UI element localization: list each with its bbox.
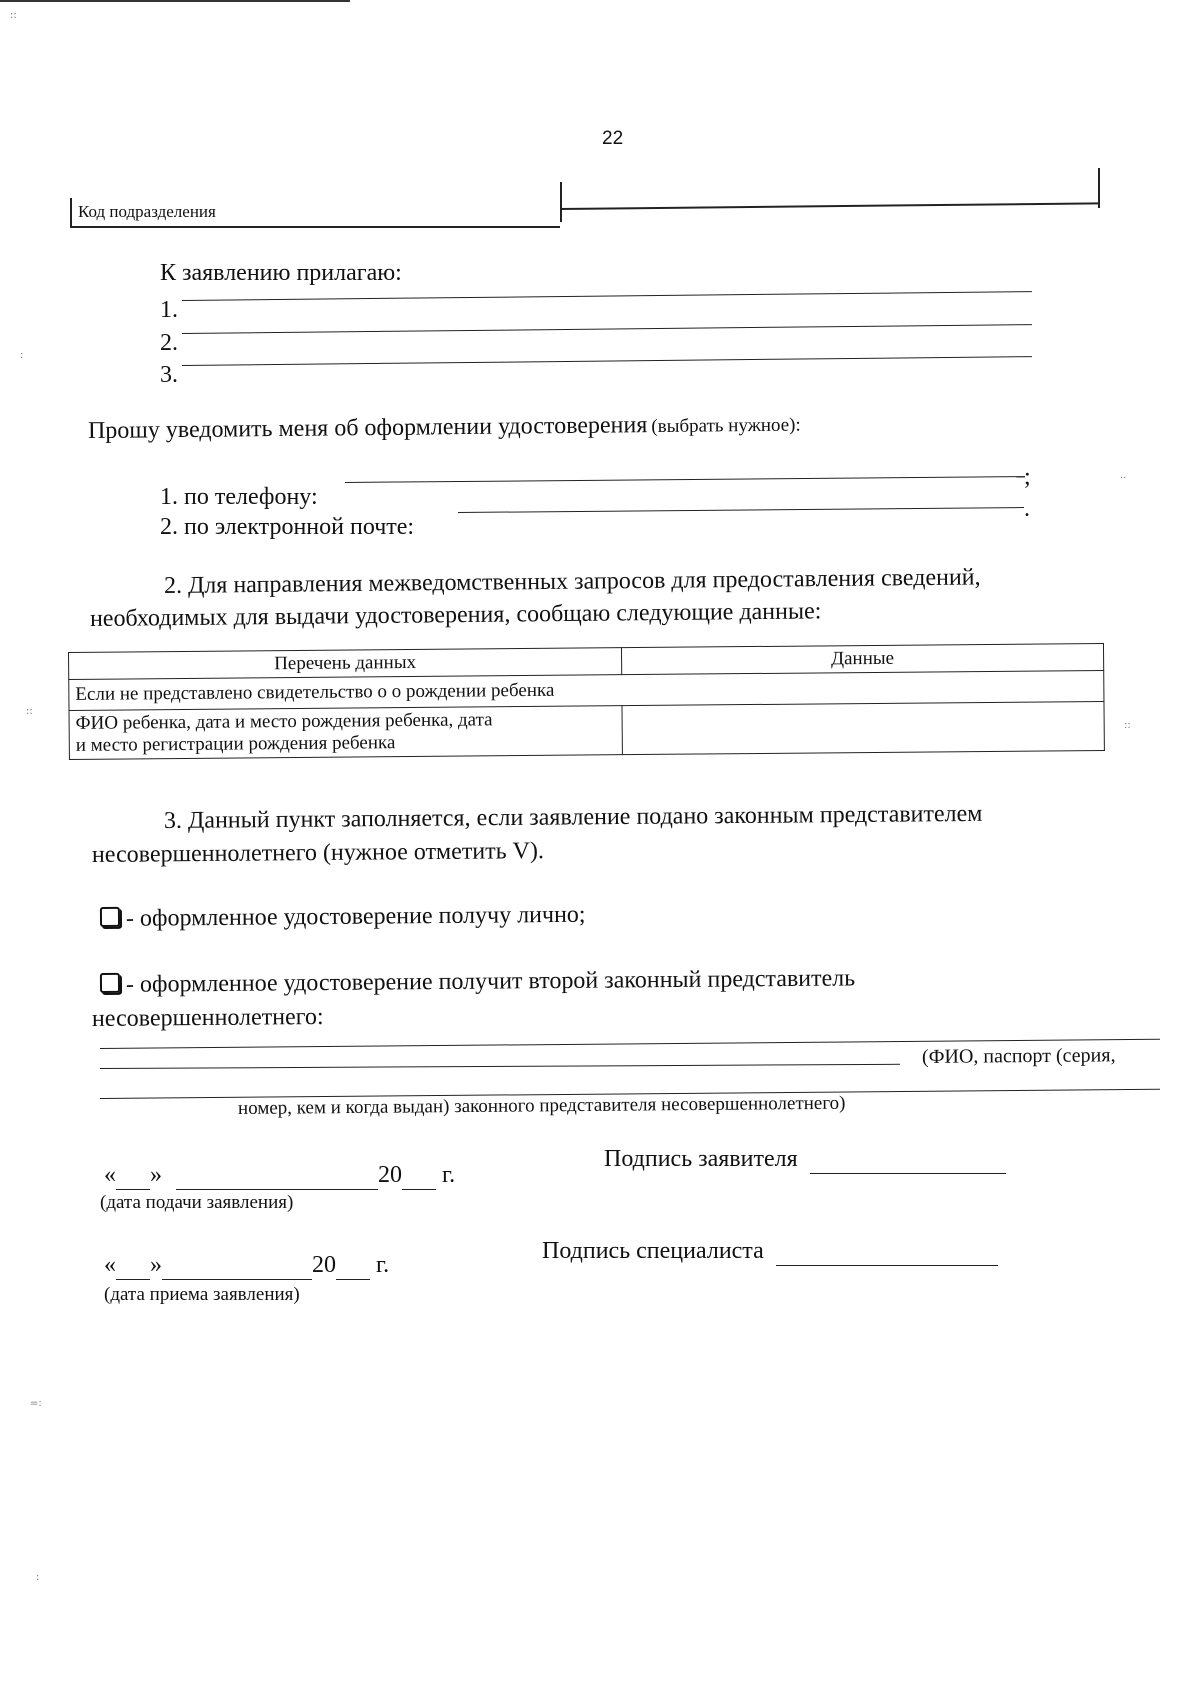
option-personal <box>100 902 586 933</box>
notify-phone-end: ; <box>1024 464 1031 490</box>
accept-date-open-quote: « <box>104 1252 116 1278</box>
attachment-1-number: 1. <box>160 297 178 323</box>
option-personal-checkbox[interactable] <box>100 907 120 927</box>
accept-year-field[interactable] <box>336 1252 370 1280</box>
table-row-label-line1: ФИО ребенка, дата и место рождения ребенка, дата <box>75 709 493 734</box>
option-personal-label: - оформленное удостоверение получу лично; <box>125 901 586 932</box>
accept-date-close-quote: » <box>150 1252 162 1278</box>
department-code-box <box>70 168 1100 228</box>
table-row-label <box>69 706 622 760</box>
scan-speck: : <box>36 1572 40 1583</box>
notify-email-end: . <box>1024 496 1030 522</box>
notify-email-line[interactable] <box>458 507 1024 513</box>
accept-year-prefix: 20 <box>312 1252 336 1278</box>
notify-email-label: 2. по электронной почте: <box>160 514 415 540</box>
attachments-heading: К заявлению прилагаю: <box>160 260 402 286</box>
table-span-row: Если не представлено свидетельство о о рождении ребенка <box>69 670 1104 710</box>
table-header-data: Данные <box>621 643 1103 674</box>
specialist-signature-field[interactable] <box>776 1238 998 1266</box>
scan-speck: : <box>20 350 24 361</box>
attachment-3-number: 3. <box>160 362 178 388</box>
notify-heading <box>88 411 801 445</box>
section3-line1: 3. Данный пункт заполняется, если заявление подано законным представителем <box>163 800 983 834</box>
applicant-signature-label: Подпись заявителя <box>604 1146 798 1172</box>
option-second-representative-label: - оформленное удостоверение получит второй законный представитель <box>125 965 856 998</box>
scan-speck: :: <box>26 706 33 717</box>
accept-date <box>104 1252 389 1280</box>
page-number: 22 <box>602 128 624 149</box>
section2-line1: 2. Для направления межведомственных запросов для предоставления сведений, <box>163 564 981 599</box>
scan-speck: :: <box>1124 720 1131 731</box>
option-second-representative-line2: несовершеннолетнего: <box>91 1003 324 1032</box>
accept-year-suffix: г. <box>376 1252 390 1278</box>
submit-month-field[interactable] <box>176 1162 378 1190</box>
scan-speck: :: <box>10 10 17 21</box>
attachment-2-line[interactable] <box>182 324 1032 334</box>
submit-date-close-quote: » <box>150 1162 162 1188</box>
notify-heading-main: Прошу уведомить меня об оформлении удостоверения <box>87 412 648 444</box>
representative-fio-line2[interactable] <box>100 1064 900 1069</box>
table-row-value[interactable] <box>622 701 1104 754</box>
section3-line2: несовершеннолетнего (нужное отметить V). <box>91 838 545 868</box>
applicant-signature-field[interactable] <box>810 1146 1006 1174</box>
representative-fio-caption2: номер, кем и когда выдан) законного представителя несовершеннолетнего) <box>237 1092 846 1119</box>
section2-line2: необходимых для выдачи удостоверения, сообщаю следующие данные: <box>89 598 822 632</box>
table-row-label-line2: и место регистрации рождения ребенка <box>75 732 396 756</box>
submit-date <box>104 1162 455 1190</box>
specialist-signature <box>542 1238 998 1266</box>
attachment-1-line[interactable] <box>182 291 1032 301</box>
accept-month-field[interactable] <box>162 1252 312 1280</box>
accept-day-field[interactable] <box>116 1252 150 1280</box>
top-edge-rule <box>0 0 350 2</box>
submit-date-open-quote: « <box>104 1162 116 1188</box>
scan-speck: =: <box>30 1398 42 1409</box>
submit-year-suffix: г. <box>442 1162 456 1188</box>
submit-date-caption: (дата подачи заявления) <box>100 1192 294 1213</box>
accept-date-caption: (дата приема заявления) <box>104 1284 300 1305</box>
scan-speck: .. <box>1120 470 1127 481</box>
attachment-2-number: 2. <box>160 330 178 356</box>
attachment-3-line[interactable] <box>182 356 1032 366</box>
specialist-signature-label: Подпись специалиста <box>542 1238 764 1264</box>
notify-phone-label: 1. по телефону: <box>160 484 318 510</box>
department-code-label: Код подразделения <box>78 202 216 221</box>
submit-year-prefix: 20 <box>378 1162 402 1188</box>
notify-phone-line[interactable] <box>345 476 1025 483</box>
data-table <box>68 643 1105 760</box>
option-second-representative <box>100 965 855 999</box>
submit-day-field[interactable] <box>116 1162 150 1190</box>
submit-year-field[interactable] <box>402 1162 436 1190</box>
notify-heading-note: (выбрать нужное): <box>651 414 801 438</box>
option-second-representative-checkbox[interactable] <box>100 973 120 993</box>
representative-fio-caption1: (ФИО, паспорт (серия, <box>921 1044 1116 1068</box>
table-header-list: Перечень данных <box>69 648 622 680</box>
applicant-signature <box>604 1146 1006 1174</box>
